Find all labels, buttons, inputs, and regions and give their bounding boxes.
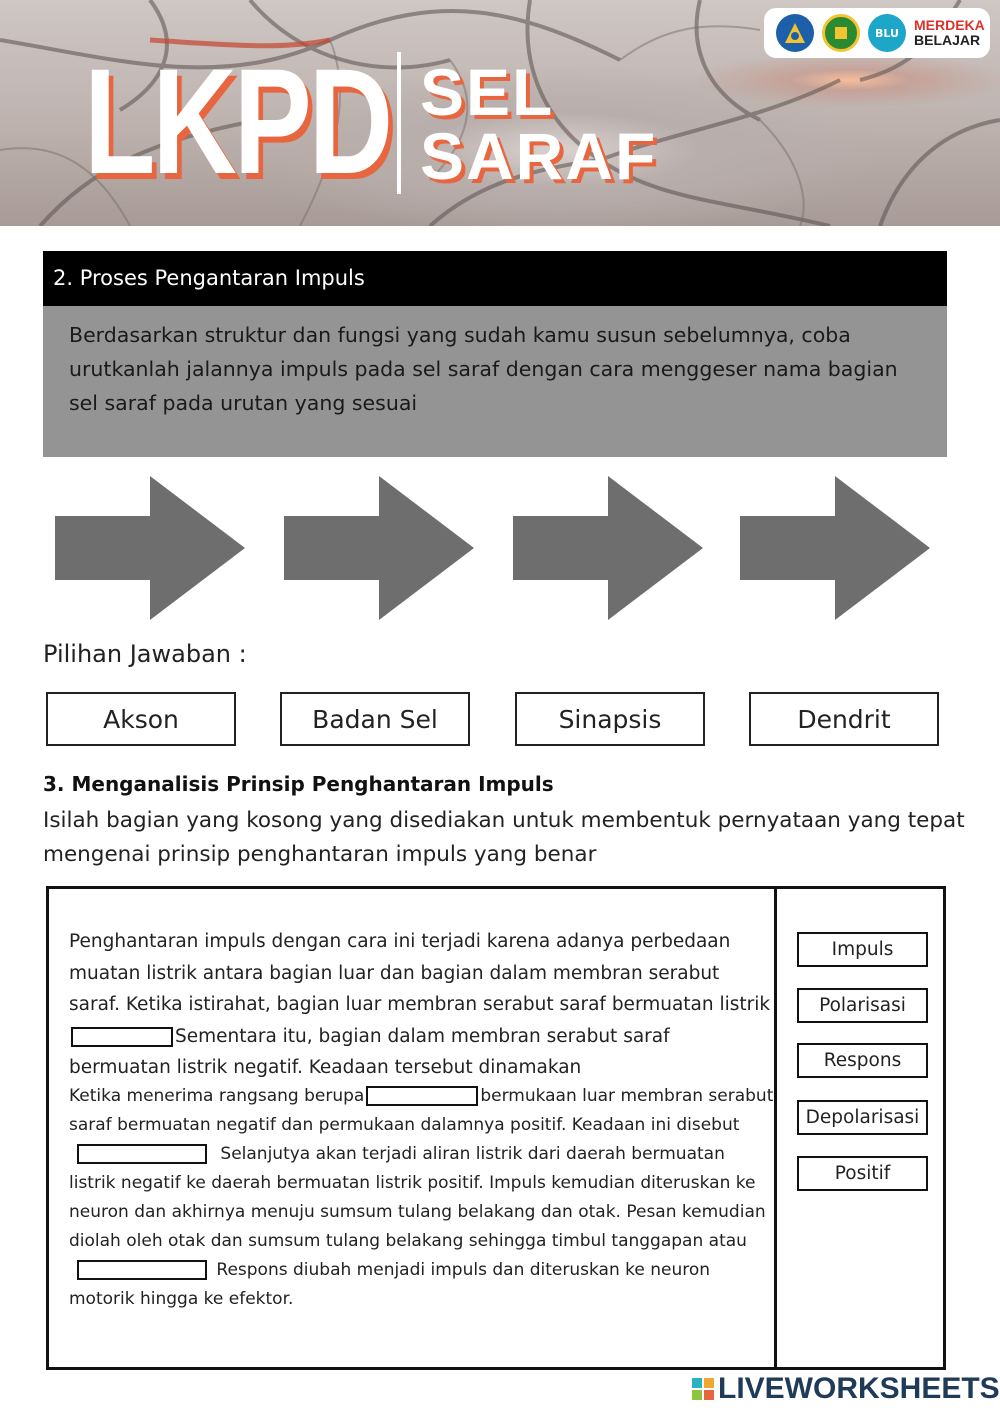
topic-title bbox=[420, 55, 658, 193]
sequence-drop-slot-3[interactable] bbox=[513, 476, 703, 620]
blu-logo-icon: BLU bbox=[868, 14, 906, 52]
university-seal-icon bbox=[822, 14, 860, 52]
option-respons[interactable]: Respons bbox=[797, 1043, 928, 1078]
answer-choices-label: Pilihan Jawaban : bbox=[43, 640, 247, 668]
sequence-drop-slot-1[interactable] bbox=[55, 476, 245, 620]
title-divider bbox=[397, 52, 401, 194]
choice-badan-sel[interactable]: Badan Sel bbox=[280, 692, 470, 746]
header-banner bbox=[0, 0, 1000, 226]
topic-title-line2: SARAF bbox=[420, 119, 658, 193]
option-depolarisasi[interactable]: Depolarisasi bbox=[797, 1100, 928, 1135]
paragraph-impulse-conduction: Ketika menerima rangsang berupa bermukaan luar membran serabut saraf bermuatan negatif dan permukaan dalamnya positif. Keadaan ini disebut Selanjutya akan terjadi aliran listrik dari daerah bermuatan listrik negatif ke daerah bermuatan listrik positif. Impuls kemudian diteruskan ke neuron dan akhirnya menuju sumsum tulang belakang dan otak. Pesan kemudian diolah oleh otak dan sumsum tulang belakang sehingga timbul tanggapan atau Respons diubah menjadi impuls dan diteruskan ke neuron motorik hingga ke efektor. bbox=[69, 1086, 774, 1309]
topic-title-line1: SEL bbox=[420, 55, 555, 129]
choice-dendrit[interactable]: Dendrit bbox=[749, 692, 939, 746]
choice-sinapsis[interactable]: Sinapsis bbox=[515, 692, 705, 746]
institution-logos bbox=[764, 8, 990, 58]
section2-instruction: Berdasarkan struktur dan fungsi yang sudah kamu susun sebelumnya, coba urutkanlah jalannya impuls pada sel saraf dengan cara menggeser nama bagian sel saraf pada urutan yang sesuai bbox=[43, 306, 947, 457]
option-polarisasi[interactable]: Polarisasi bbox=[797, 988, 928, 1023]
tut-wuri-logo-icon bbox=[776, 14, 814, 52]
blank-input-4[interactable] bbox=[77, 1260, 207, 1280]
panel-divider bbox=[774, 886, 777, 1370]
blank-input-2[interactable] bbox=[366, 1086, 478, 1106]
choice-akson[interactable]: Akson bbox=[46, 692, 236, 746]
blank-input-1[interactable] bbox=[71, 1027, 173, 1047]
merdeka-belajar-logo: MERDEKA BELAJAR bbox=[914, 17, 985, 48]
option-positif[interactable]: Positif bbox=[797, 1156, 928, 1191]
blank-input-3[interactable] bbox=[77, 1144, 207, 1164]
sequence-drop-slot-4[interactable] bbox=[740, 476, 930, 620]
section3-title: 3. Menganalisis Prinsip Penghantaran Impuls bbox=[43, 772, 554, 796]
paragraph-resting-potential: Penghantaran impuls dengan cara ini terjadi karena adanya perbedaan muatan listrik antara bagian luar dan bagian dalam membran serabut saraf. Ketika istirahat, bagian luar membran serabut saraf bermuatan listrikSementara itu, bagian dalam membran serabut saraf bermuatan listrik negatif. Keadaan tersebut dinamakan bbox=[69, 931, 771, 1078]
lkpd-title: LKPD bbox=[84, 37, 391, 205]
brand-text: LIVEWORKSHEETS bbox=[718, 1372, 1000, 1405]
sequence-drop-slot-2[interactable] bbox=[284, 476, 474, 620]
section2-heading: 2. Proses Pengantaran Impuls bbox=[43, 251, 947, 306]
liveworksheets-logo-icon bbox=[692, 1378, 714, 1400]
liveworksheets-brand bbox=[692, 1372, 1000, 1406]
section3-description: Isilah bagian yang kosong yang disediakan untuk membentuk pernyataan yang tepat mengenai prinsip penghantaran impuls yang benar bbox=[43, 808, 965, 867]
option-impuls[interactable]: Impuls bbox=[797, 932, 928, 967]
